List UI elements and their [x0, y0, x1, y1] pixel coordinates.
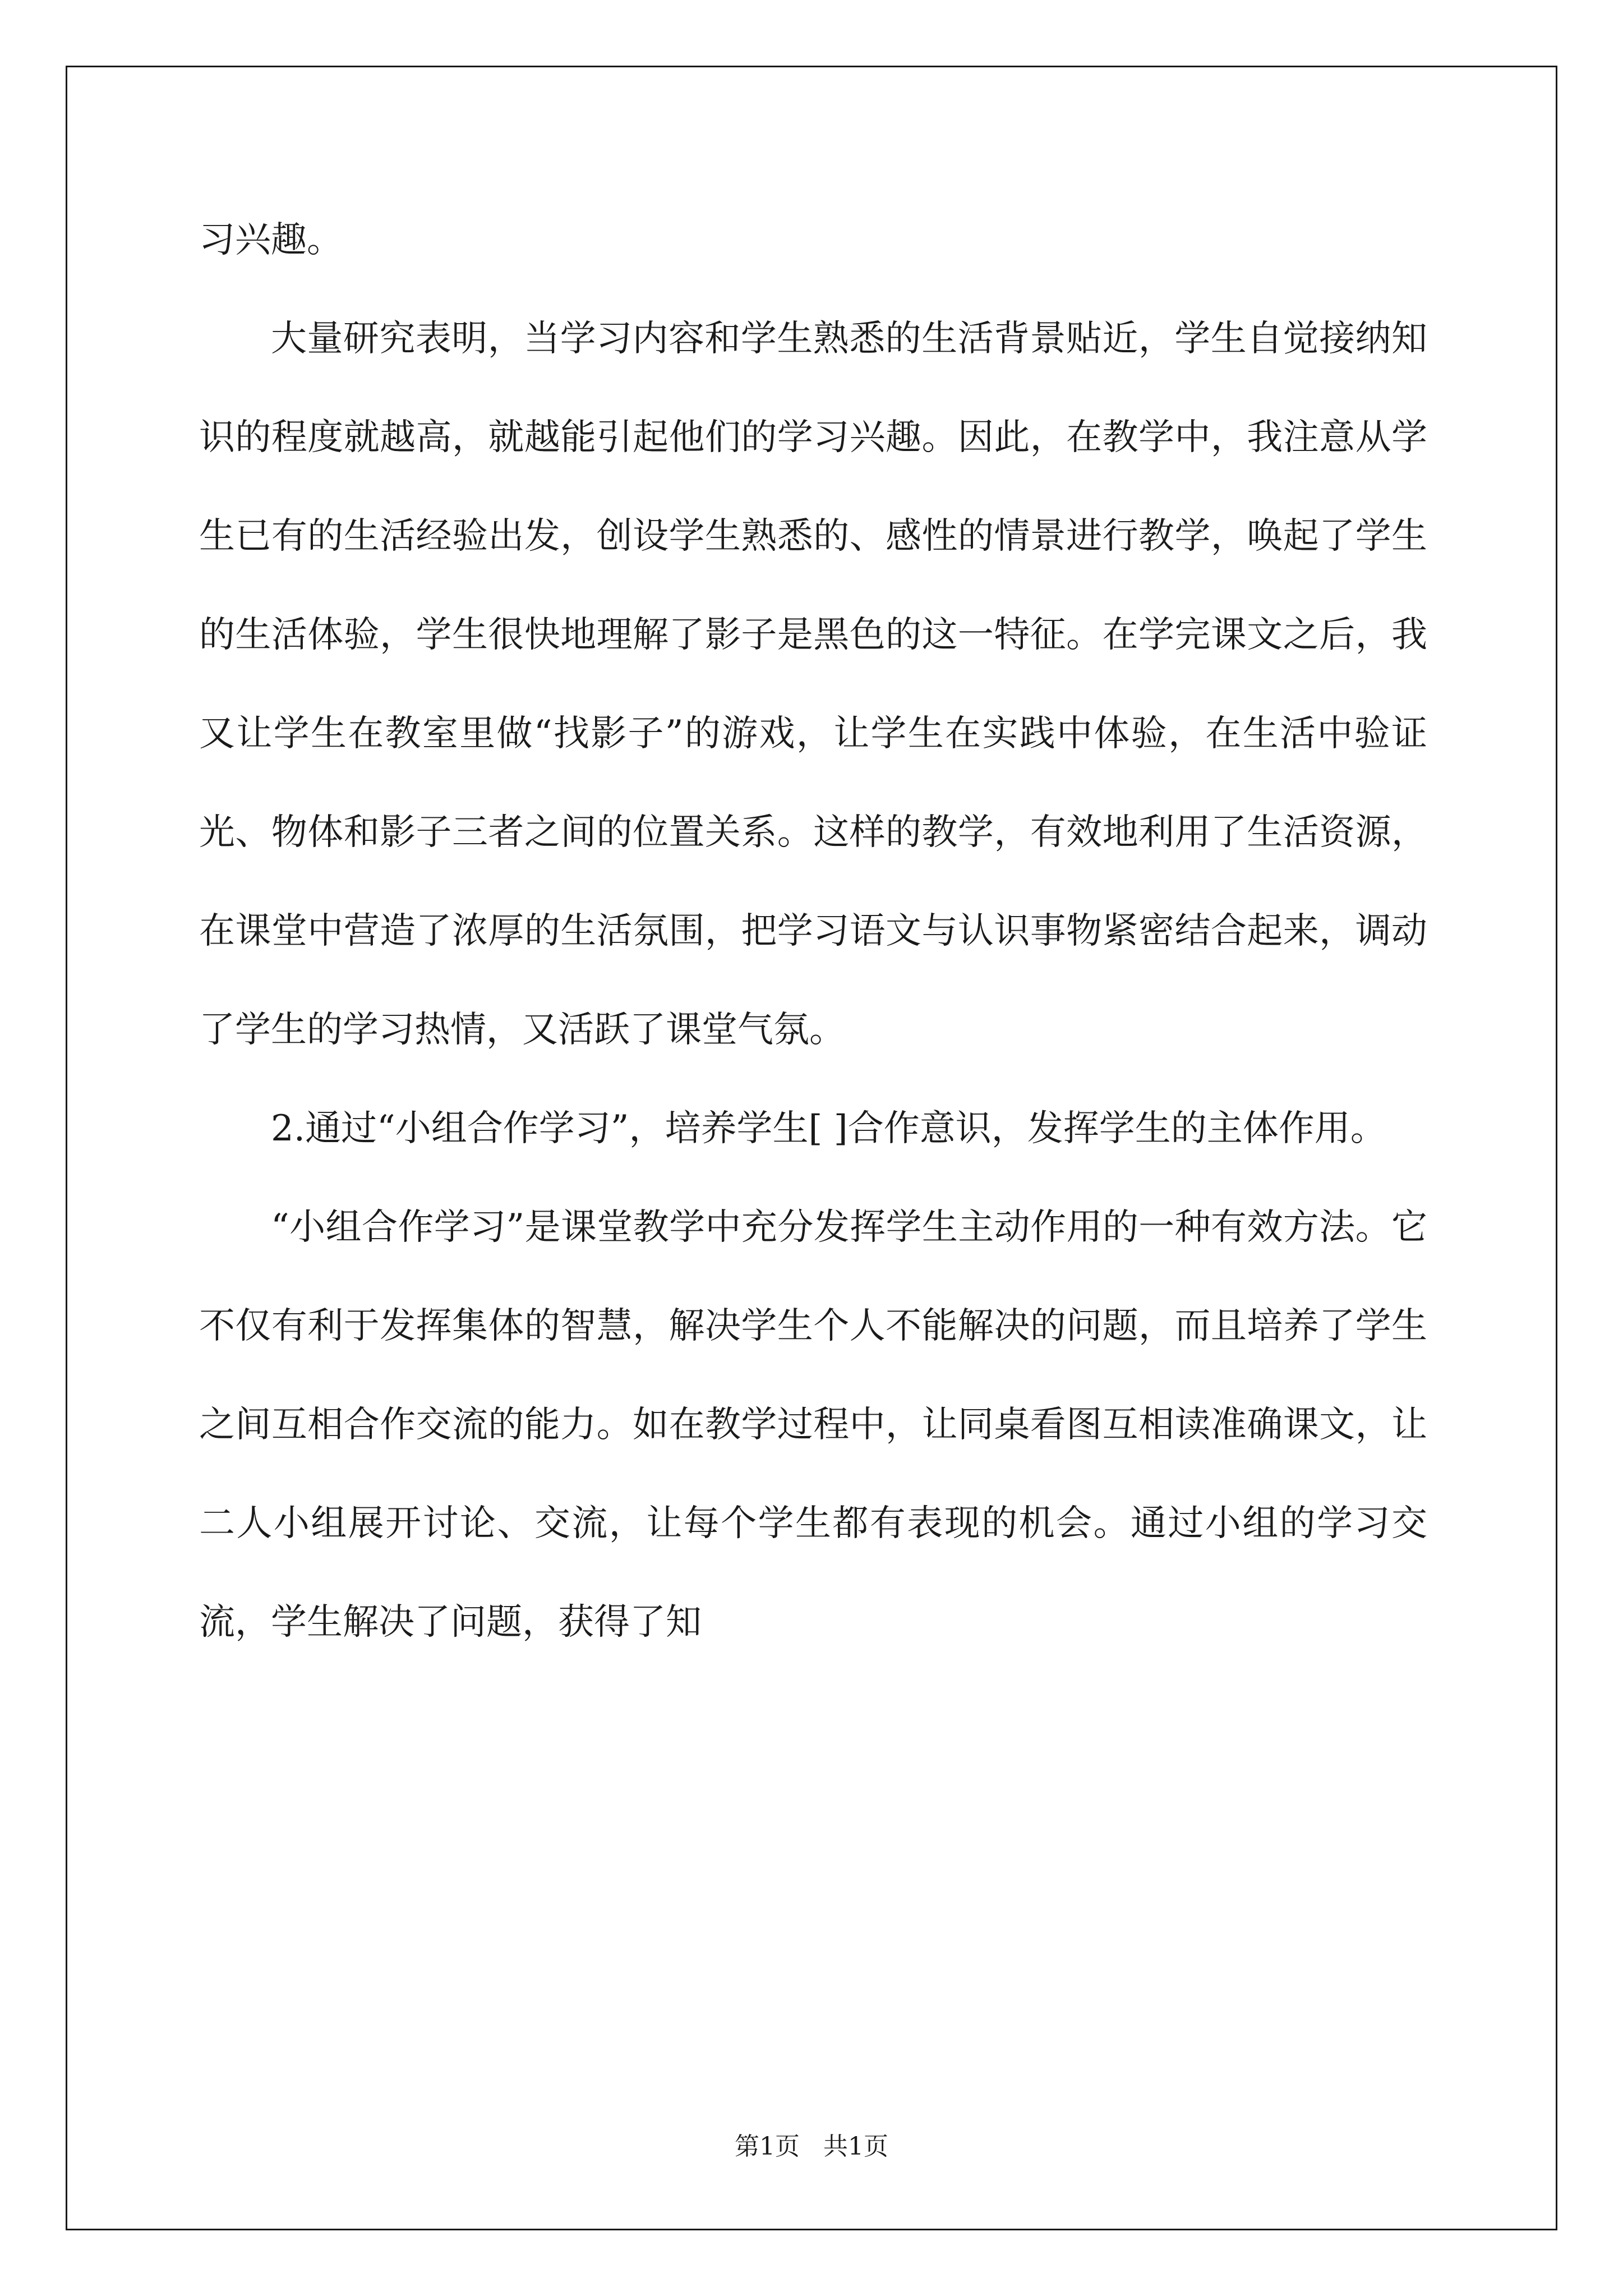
document-body [199, 191, 1427, 1672]
page-number-footer: 第1页 共1页 [735, 2132, 888, 2161]
paragraph-4: “小组合作学习”是课堂教学中充分发挥学生主动作用的一种有效方法。它不仅有利于发挥集体的智慧，解决学生个人不能解决的问题，而且培养了学生之间互相合作交流的能力。如在教学过程中，让同桌看图互相读准确课文，让二人小组展开讨论、交流，让每个学生都有表现的机会。通过小组的学习交流，学生解决了问题，获得了知 [199, 1207, 1427, 1643]
paragraph-1: 习兴趣。 [199, 219, 343, 261]
paragraph-2: 大量研究表明，当学习内容和学生熟悉的生活背景贴近，学生自觉接纳知识的程度就越高，就越能引起他们的学习兴趣。因此，在教学中，我注意从学生已有的生活经验出发，创设学生熟悉的、感性的情景进行教学，唤起了学生的生活体验，学生很快地理解了影子是黑色的这一特征。在学完课文之后，我又让学生在教室里做“找影子”的游戏，让学生在实践中体验，在生活中验证光、物体和影子三者之间的位置关系。这样的教学，有效地利用了生活资源，在课堂中营造了浓厚的生活氛围，把学习语文与认识事物紧密结合起来，调动了学生的学习热情，又活跃了课堂气氛。 [199, 318, 1427, 1051]
paragraph-3: 2.通过“小组合作学习”，培养学生[ ]合作意识，发挥学生的主体作用。 [271, 1108, 1386, 1149]
